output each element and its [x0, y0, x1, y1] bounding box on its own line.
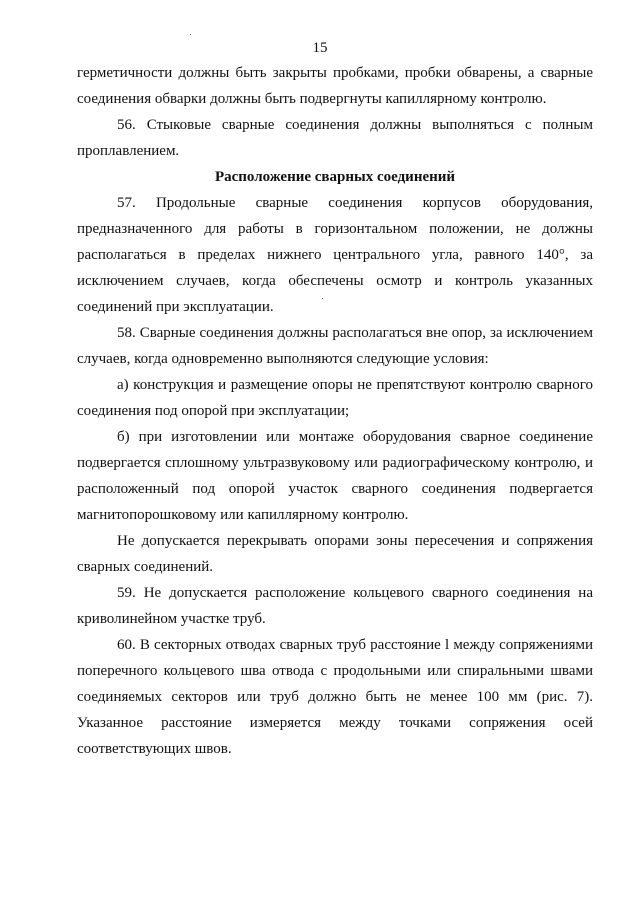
section-heading: Расположение сварных соединений [214, 169, 456, 185]
paragraph-56: 56. Стыковые сварные соединения должны выполняться с полным проплавлением. [77, 117, 593, 159]
scan-speck [322, 298, 323, 299]
document-body [77, 60, 593, 762]
paragraph-58-b: б) при изготовлении или монтаже оборудования сварное соединение подвергается сплошному ультразвуковому или радиографическому контролю, и расположенный под опорой участок сварного соединения подвергается магнитопорошковому или капиллярному контролю. [77, 429, 593, 523]
scan-speck [190, 34, 191, 35]
paragraph-58-a: а) конструкция и размещение опоры не препятствуют контролю сварного соединения под опорой при эксплуатации; [77, 377, 593, 419]
paragraph-60: 60. В секторных отводах сварных труб расстояние l между сопряжениями поперечного кольцевого шва отвода с продольными или спиральными швами соединяемых секторов или труб должно быть не менее 100 мм (рис. 7). Указанное расстояние измеряется между точками сопряжения осей соответствующих швов. [77, 637, 593, 757]
paragraph-59: 59. Не допускается расположение кольцевого сварного соединения на криволинейном участке труб. [77, 585, 593, 627]
paragraph-supports-note: Не допускается перекрывать опорами зоны пересечения и сопряжения сварных соединений. [77, 533, 593, 575]
paragraph-58: 58. Сварные соединения должны располагаться вне опор, за исключением случаев, когда одновременно выполняются следующие условия: [77, 325, 593, 367]
paragraph-57: 57. Продольные сварные соединения корпусов оборудования, предназначенного для работы в горизонтальном положении, не должны располагаться в пределах нижнего центрального угла, равного 140°, за исключением случаев, когда обеспечены осмотр и контроль указанных соединений при эксплуатации. [77, 195, 593, 315]
page-number: 15 [312, 40, 328, 56]
paragraph-continuation: герметичности должны быть закрыты пробками, пробки обварены, а сварные соединения обварки должны быть подвергнуты капиллярному контролю. [77, 65, 593, 107]
